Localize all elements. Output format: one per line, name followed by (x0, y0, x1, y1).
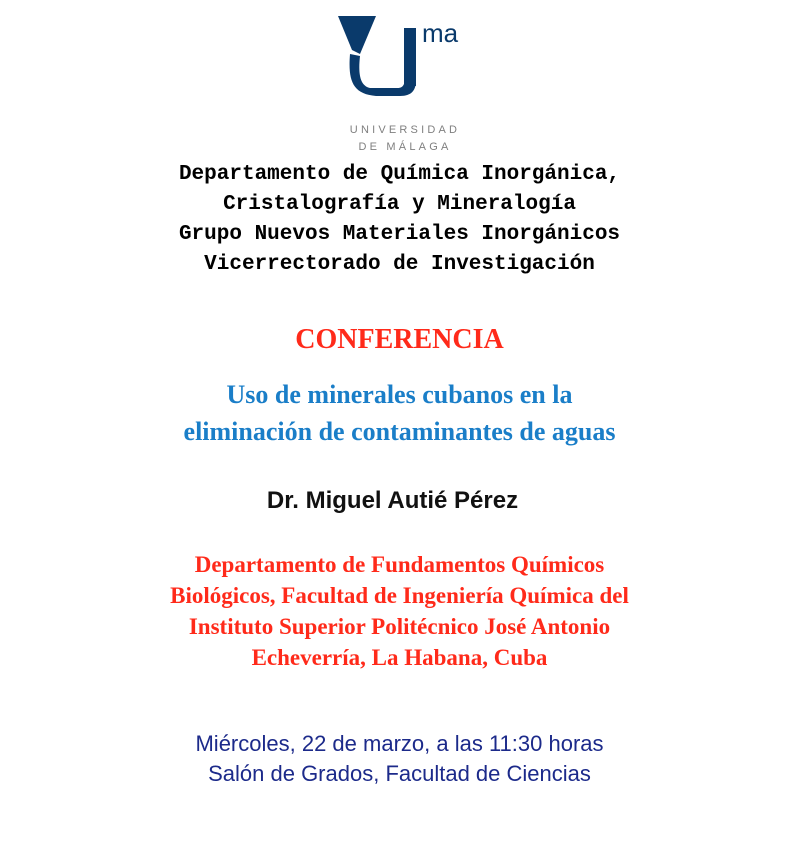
affiliation-line: Biológicos, Facultad de Ingeniería Química del (170, 583, 629, 608)
university-logo (330, 10, 480, 153)
speaker-name: Dr. Miguel Autié Pérez (266, 487, 519, 514)
title-line: Uso de minerales cubanos en la (226, 380, 573, 409)
logo-university-text: UNIVERSIDAD (349, 124, 461, 136)
conference-title (0, 376, 799, 450)
logo-malaga-text: DE MÁLAGA (358, 141, 452, 153)
affiliation-line: Departamento de Fundamentos Químicos (194, 552, 605, 577)
department-line: Grupo Nuevos Materiales Inorgánicos (178, 223, 621, 246)
department-line: Departamento de Química Inorgánica, (178, 163, 621, 186)
event-details (0, 729, 799, 789)
title-line: eliminación de contaminantes de aguas (183, 417, 616, 446)
event-location: Salón de Grados, Facultad de Ciencias (208, 761, 591, 786)
department-block (0, 160, 799, 280)
speaker-affiliation (0, 549, 799, 673)
conference-heading: CONFERENCIA (295, 324, 504, 355)
department-line: Cristalografía y Mineralogía (223, 193, 576, 216)
logo-mark-text: ma (422, 18, 459, 48)
department-line: Vicerrectorado de Investigación (204, 253, 595, 276)
affiliation-line: Instituto Superior Politécnico José Antonio (188, 614, 611, 639)
affiliation-line: Echeverría, La Habana, Cuba (251, 645, 548, 670)
event-date-time: Miércoles, 22 de marzo, a las 11:30 horas (195, 731, 604, 756)
